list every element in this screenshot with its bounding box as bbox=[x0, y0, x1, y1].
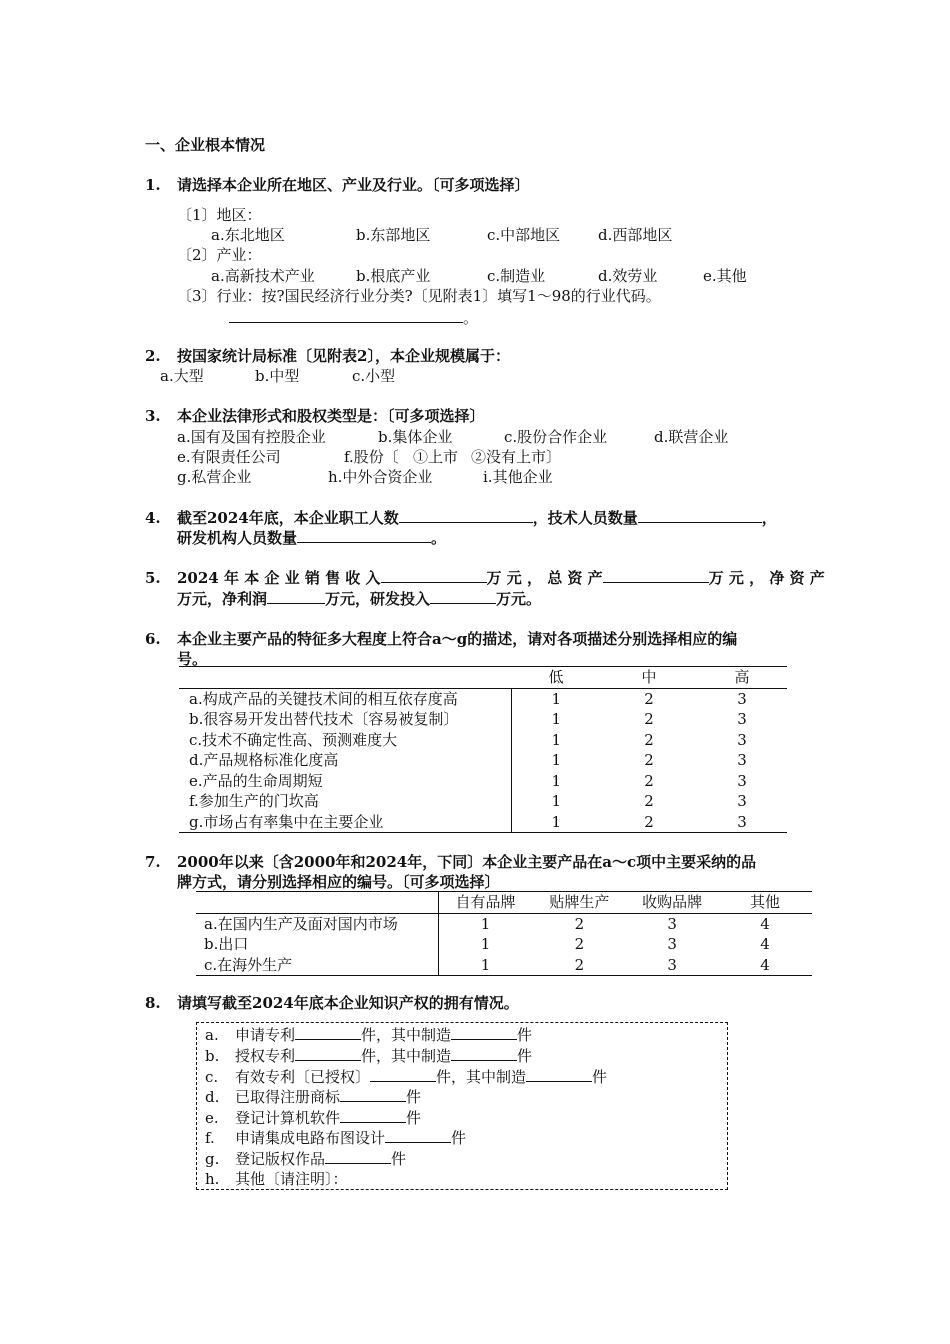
q3-option-a[interactable]: a.国有及国有控股企业 bbox=[177, 428, 326, 446]
q6-cell[interactable]: 2 bbox=[644, 730, 654, 749]
q1-region-option-a[interactable]: a.东北地区 bbox=[211, 226, 285, 244]
q8-item-label: 已取得注册商标 bbox=[235, 1088, 341, 1106]
q6-cell[interactable]: 1 bbox=[551, 689, 562, 708]
q7-cell[interactable]: 4 bbox=[760, 914, 770, 933]
q8-item-label: 其他〔请注明〕： bbox=[235, 1170, 348, 1188]
q8-item-label: 申请集成电路布图设计 bbox=[235, 1129, 386, 1147]
q7-header-blank bbox=[196, 892, 438, 914]
q6-cell[interactable]: 3 bbox=[737, 730, 747, 749]
q6-header-high: 高 bbox=[697, 667, 787, 689]
q6-row-label: c.技术不确定性高、预测难度大 bbox=[179, 730, 511, 751]
q3-option-e[interactable]: e.有限责任公司 bbox=[177, 448, 281, 466]
q8-item-label: 有效专利〔已授权〕 bbox=[235, 1068, 371, 1086]
q8-item-e bbox=[205, 1108, 421, 1128]
table-row bbox=[179, 709, 787, 730]
q2-option-a[interactable]: a.大型 bbox=[160, 367, 204, 385]
q8-item-letter: b. bbox=[205, 1047, 220, 1065]
q6-title-line1: 本企业主要产品的特征多大程度上符合a～g的描述，请对各项描述分别选择相应的编 bbox=[177, 630, 738, 648]
q7-cell[interactable]: 3 bbox=[667, 914, 677, 933]
q7-title-line2: 牌方式，请分别选择相应的编号。〔可多项选择〕 bbox=[177, 873, 500, 891]
q6-cell[interactable]: 3 bbox=[737, 792, 747, 811]
q2-option-c[interactable]: c.小型 bbox=[352, 367, 396, 385]
q5-line1 bbox=[177, 568, 825, 588]
q8-item-letter: f. bbox=[205, 1129, 215, 1147]
table-row bbox=[179, 791, 787, 812]
q4-line2 bbox=[177, 528, 446, 548]
q1-title: 请选择本企业所在地区、产业及行业。〔可多项选择〕 bbox=[177, 176, 530, 194]
q3-option-b[interactable]: b.集体企业 bbox=[378, 428, 453, 446]
q5-number: 5. bbox=[145, 569, 161, 587]
table-row bbox=[179, 730, 787, 751]
q6-table bbox=[179, 666, 787, 833]
q8-item-input[interactable] bbox=[451, 1046, 517, 1061]
table-row bbox=[179, 812, 787, 833]
q8-item-label: 件，其中制造 bbox=[361, 1047, 452, 1065]
q4-tech-label: ，技术人员数量 bbox=[532, 509, 638, 527]
q1-sector-end: 。 bbox=[463, 309, 479, 327]
q3-option-c[interactable]: c.股份合作企业 bbox=[504, 428, 608, 446]
q8-item-unit: 件 bbox=[592, 1068, 608, 1086]
q5-rd-label: 万元，研发投入 bbox=[325, 590, 431, 608]
q8-item-input[interactable] bbox=[526, 1067, 592, 1082]
q8-item-c bbox=[205, 1067, 607, 1087]
q6-cell[interactable]: 2 bbox=[644, 771, 654, 790]
q1-sector-text: 〔3〕行业：按?国民经济行业分类?〔见附表1〕填写1～98的行业代码。 bbox=[177, 287, 661, 305]
q6-cell[interactable]: 2 bbox=[644, 751, 654, 770]
table-row bbox=[179, 771, 787, 792]
q7-cell[interactable]: 2 bbox=[574, 955, 585, 974]
q8-item-letter: e. bbox=[205, 1109, 219, 1127]
q8-item-a bbox=[205, 1025, 532, 1045]
q7-header-other: 其他 bbox=[750, 893, 781, 912]
q4-employees-label: 截至2024年底，本企业职工人数 bbox=[177, 509, 399, 527]
q6-cell[interactable]: 2 bbox=[644, 710, 654, 729]
q6-cell[interactable]: 2 bbox=[644, 812, 654, 831]
q7-cell[interactable]: 1 bbox=[480, 914, 491, 933]
q8-item-label: 登记版权作品 bbox=[235, 1150, 326, 1168]
q6-row-label: a.构成产品的关键技术间的相互依存度高 bbox=[179, 688, 511, 709]
q8-item-letter: h. bbox=[205, 1170, 220, 1188]
q1-industry-option-e[interactable]: e.其他 bbox=[703, 267, 747, 285]
q4-comma: ， bbox=[761, 509, 777, 527]
q8-item-label: 件，其中制造 bbox=[436, 1068, 527, 1086]
q8-item-letter: g. bbox=[205, 1150, 220, 1168]
q2-title: 按国家统计局标准〔见附表2〕，本企业规模属于： bbox=[177, 347, 510, 365]
q4-rd-label: 研发机构人员数量 bbox=[177, 529, 298, 547]
q7-header-own: 自有品牌 bbox=[455, 893, 516, 912]
q1-industry-label: 〔2〕产业： bbox=[177, 246, 262, 264]
q6-cell[interactable]: 3 bbox=[737, 689, 747, 708]
q7-row-label: a.在国内生产及面对国内市场 bbox=[196, 913, 438, 934]
q7-cell[interactable]: 4 bbox=[760, 955, 770, 974]
q3-option-g[interactable]: g.私营企业 bbox=[177, 468, 252, 486]
q3-number: 3. bbox=[145, 407, 161, 425]
q6-header-row bbox=[179, 667, 787, 689]
q5-assets-label: 万 元 ， 总 资 产 bbox=[486, 569, 603, 587]
table-row bbox=[196, 955, 812, 976]
q8-item-letter: c. bbox=[205, 1068, 219, 1086]
q4-tech-input[interactable] bbox=[638, 508, 762, 523]
q1-region-option-b[interactable]: b.东部地区 bbox=[356, 226, 431, 244]
q6-row-label: b.很容易开发出替代技术〔容易被复制〕 bbox=[179, 709, 511, 730]
q6-cell[interactable]: 3 bbox=[737, 812, 747, 831]
q1-region-option-d[interactable]: d.西部地区 bbox=[598, 226, 673, 244]
q8-item-input[interactable] bbox=[370, 1067, 436, 1082]
q8-item-input[interactable] bbox=[340, 1087, 406, 1102]
q3-option-f[interactable]: f.股份〔 bbox=[344, 448, 399, 466]
table-row bbox=[196, 913, 812, 934]
q7-cell[interactable]: 4 bbox=[760, 935, 770, 954]
q7-title-line1: 2000年以来〔含2000年和2024年，下同〕本企业主要产品在a～c项中主要采纳的品 bbox=[177, 853, 757, 871]
q6-cell[interactable]: 1 bbox=[551, 771, 562, 790]
q8-item-input[interactable] bbox=[295, 1046, 361, 1061]
q6-cell[interactable]: 1 bbox=[551, 751, 562, 770]
q1-industry-option-c[interactable]: c.制造业 bbox=[487, 267, 546, 285]
table-row bbox=[196, 934, 812, 955]
q7-table bbox=[196, 891, 812, 976]
q8-item-unit: 件 bbox=[517, 1047, 533, 1065]
q8-number: 8. bbox=[145, 994, 161, 1012]
q4-employees-input[interactable] bbox=[399, 508, 533, 523]
q6-title-line2: 号。 bbox=[177, 650, 208, 668]
q1-region-label: 〔1〕地区： bbox=[177, 206, 262, 224]
q1-industry-option-b[interactable]: b.根底产业 bbox=[356, 267, 431, 285]
q1-industry-option-a[interactable]: a.高新技术产业 bbox=[211, 267, 315, 285]
q5-end: 万元。 bbox=[496, 590, 542, 608]
q2-number: 2. bbox=[145, 347, 161, 365]
q5-assets-input[interactable] bbox=[603, 568, 709, 583]
q6-header-blank bbox=[179, 667, 511, 689]
q5-rd-input[interactable] bbox=[430, 589, 496, 604]
q6-cell[interactable]: 3 bbox=[737, 710, 747, 729]
table-row bbox=[179, 750, 787, 771]
q1-number: 1. bbox=[145, 176, 161, 194]
q7-cell[interactable]: 1 bbox=[480, 935, 491, 954]
q7-header-oem: 贴牌生产 bbox=[549, 893, 610, 912]
q8-item-letter: d. bbox=[205, 1088, 220, 1106]
q8-item-label: 登记计算机软件 bbox=[235, 1109, 341, 1127]
q7-cell[interactable]: 3 bbox=[667, 935, 677, 954]
q6-cell[interactable]: 3 bbox=[737, 751, 747, 770]
q8-item-b bbox=[205, 1046, 532, 1066]
q6-cell[interactable]: 1 bbox=[551, 710, 562, 729]
q8-title: 请填写截至2024年底本企业知识产权的拥有情况。 bbox=[177, 994, 519, 1012]
q3-option-d[interactable]: d.联营企业 bbox=[654, 428, 729, 446]
q7-cell[interactable]: 2 bbox=[574, 914, 585, 933]
q5-sales-label: 2024 年 本 企 业 销 售 收 入 bbox=[177, 569, 381, 587]
q8-item-label: 件，其中制造 bbox=[361, 1026, 452, 1044]
q4-rd-input[interactable] bbox=[297, 528, 431, 543]
q6-row-label: f.参加生产的门坎高 bbox=[179, 791, 511, 812]
q4-end: 。 bbox=[431, 529, 447, 547]
q7-cell[interactable]: 2 bbox=[574, 935, 585, 954]
q7-cell[interactable]: 3 bbox=[667, 955, 677, 974]
q7-row-label: b.出口 bbox=[196, 934, 438, 955]
q6-row-label: e.产品的生命周期短 bbox=[179, 771, 511, 792]
q1-region-option-c[interactable]: c.中部地区 bbox=[487, 226, 561, 244]
q6-cell[interactable]: 1 bbox=[551, 792, 562, 811]
q6-cell[interactable]: 1 bbox=[551, 812, 562, 831]
q6-cell[interactable]: 1 bbox=[551, 730, 562, 749]
q8-item-input[interactable] bbox=[385, 1128, 451, 1143]
q8-item-label: 申请专利 bbox=[235, 1026, 296, 1044]
q3-option-f-unlisted[interactable]: ②没有上市〕 bbox=[471, 448, 562, 466]
q8-item-unit: 件 bbox=[406, 1088, 422, 1106]
q8-item-unit: 件 bbox=[391, 1150, 407, 1168]
q6-cell[interactable]: 3 bbox=[737, 771, 747, 790]
q8-item-letter: a. bbox=[205, 1026, 219, 1044]
q8-item-g bbox=[205, 1149, 406, 1169]
q5-line2 bbox=[177, 589, 541, 609]
q8-item-d bbox=[205, 1087, 421, 1107]
table-row bbox=[179, 688, 787, 709]
q7-cell[interactable]: 1 bbox=[480, 955, 491, 974]
q5-net-assets-label: 万 元 ， 净 资 产 bbox=[708, 569, 825, 587]
q8-item-h bbox=[205, 1169, 348, 1189]
q3-option-h[interactable]: h.中外合资企业 bbox=[328, 468, 433, 486]
q7-number: 7. bbox=[145, 853, 161, 871]
q8-item-input[interactable] bbox=[295, 1025, 361, 1040]
q3-option-i[interactable]: i.其他企业 bbox=[483, 468, 553, 486]
q8-item-input[interactable] bbox=[451, 1025, 517, 1040]
q3-title: 本企业法律形式和股权类型是：〔可多项选择〕 bbox=[177, 407, 485, 425]
q8-item-input[interactable] bbox=[340, 1108, 406, 1123]
q6-row-label: g.市场占有率集中在主要企业 bbox=[179, 812, 511, 833]
q5-sales-input[interactable] bbox=[381, 568, 487, 583]
q6-cell[interactable]: 2 bbox=[644, 792, 654, 811]
q8-item-unit: 件 bbox=[517, 1026, 533, 1044]
q3-option-f-listed[interactable]: ①上市 bbox=[413, 448, 459, 466]
q8-item-unit: 件 bbox=[451, 1129, 467, 1147]
q1-sector-input[interactable] bbox=[229, 308, 463, 323]
q1-industry-option-d[interactable]: d.效劳业 bbox=[598, 267, 658, 285]
q7-header-acquired: 收购品牌 bbox=[642, 893, 703, 912]
q8-item-label: 授权专利 bbox=[235, 1047, 296, 1065]
q7-header-row bbox=[196, 892, 812, 914]
q4-number: 4. bbox=[145, 509, 161, 527]
q1-sector-row bbox=[229, 308, 478, 328]
q8-item-unit: 件 bbox=[406, 1109, 422, 1127]
q6-cell[interactable]: 2 bbox=[644, 689, 654, 708]
q6-header-low: 低 bbox=[511, 667, 601, 689]
q7-row-label: c.在海外生产 bbox=[196, 955, 438, 976]
q6-header-mid: 中 bbox=[601, 667, 697, 689]
q5-profit-input[interactable] bbox=[267, 589, 325, 604]
q8-item-f bbox=[205, 1128, 466, 1148]
q4-line1 bbox=[177, 508, 777, 528]
q8-item-input[interactable] bbox=[325, 1149, 391, 1164]
q5-profit-label: 万元，净利润 bbox=[177, 590, 268, 608]
q2-option-b[interactable]: b.中型 bbox=[255, 367, 300, 385]
q6-number: 6. bbox=[145, 630, 161, 648]
q6-row-label: d.产品规格标准化度高 bbox=[179, 750, 511, 771]
section-title: 一、企业根本情况 bbox=[145, 136, 266, 154]
